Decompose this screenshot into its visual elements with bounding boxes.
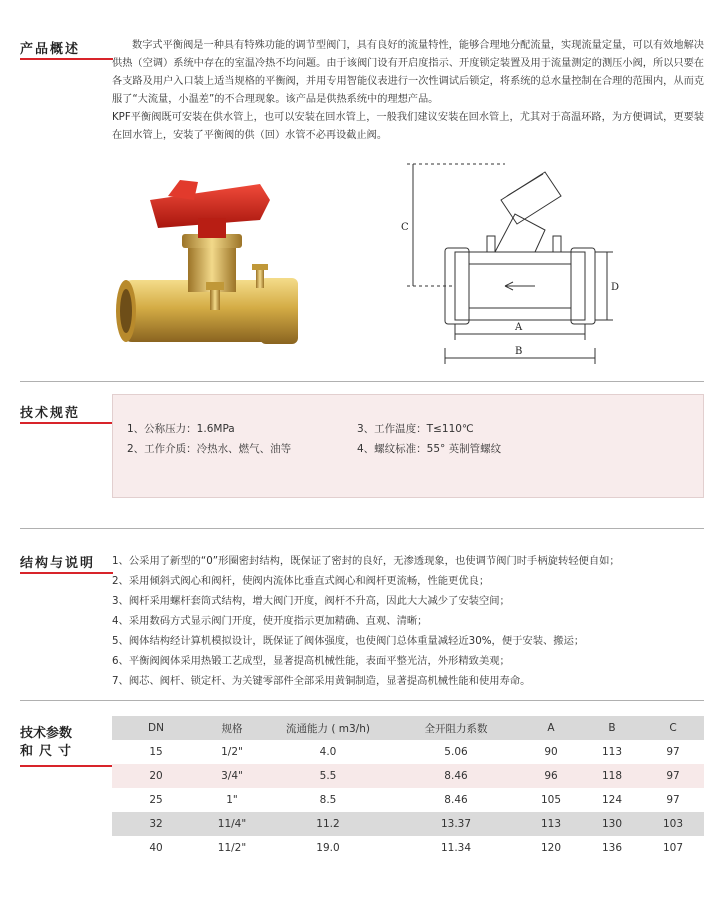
dimension-c-label: C	[401, 222, 409, 233]
cell-spec: 11/2"	[217, 842, 247, 854]
table-row	[112, 740, 704, 764]
header-flow: 流通能力 ( m3/h)	[264, 716, 392, 740]
cell-resistance: 13.37	[392, 812, 520, 836]
cell-b: 136	[601, 842, 623, 854]
cell-a: 120	[540, 842, 562, 854]
params-title-underline	[20, 765, 113, 767]
header-resistance: 全开阻力系数	[392, 716, 520, 740]
cell-dn: 40	[149, 842, 163, 854]
overview-title-underline	[20, 58, 113, 60]
cell-dn: 15	[149, 746, 163, 758]
params-title-line1: 技术参数	[20, 726, 73, 741]
header-a: A	[520, 716, 582, 740]
table-row	[112, 836, 704, 860]
cell-flow: 8.5	[319, 794, 337, 806]
params-title	[20, 725, 77, 761]
cell-b: 113	[601, 746, 623, 758]
cell-c: 97	[666, 794, 680, 806]
cell-b: 130	[582, 812, 642, 836]
structure-item: 4、采用数码方式显示阀门开度，使开度指示更加精确、直观、清晰；	[112, 615, 428, 627]
specs-box	[112, 394, 704, 498]
structure-item: 1、公采用了新型的“0”形圈密封结构，既保证了密封的良好，无渗透现象，也使调节阀门时手柄旋转轻便自如；	[112, 555, 620, 567]
divider	[20, 381, 704, 382]
cell-resistance: 8.46	[392, 764, 520, 788]
structure-item: 7、阀芯、阀杆、锁定杆、为关键零部件全部采用黄铜制造，显著提高机械性能和使用寿命。	[112, 675, 531, 687]
table-row	[112, 764, 704, 788]
overview-paragraph-1: 数字式平衡阀是一种具有特殊功能的调节型阀门，具有良好的流量特性，能够合理地分配流量，实现流量定量，可以有效地解决供热（空调）系统中存在的室温冷热不均问题。由于该阀门设有开启度指示、开度锁定装置及用于流量测定的测压小阀，所以只要在各支路及用户入口装上适当规格的平衡阀，并用专用智能仪表进行一次性调试后锁定，将系统的总水量控制在合理的范围内，从而克服了“大流量，小温差”的不合理现象。该产品是供热系统中的理想产品。	[112, 40, 704, 105]
cell-c: 97	[666, 746, 680, 758]
cell-b: 124	[601, 794, 623, 806]
cell-a: 113	[520, 812, 582, 836]
cell-spec: 11/4"	[200, 812, 264, 836]
table-header-row	[112, 716, 704, 740]
cell-c: 107	[662, 842, 684, 854]
cell-resistance: 5.06	[444, 746, 468, 758]
cell-c: 97	[642, 764, 704, 788]
cell-a: 96	[520, 764, 582, 788]
valve-photo	[110, 160, 310, 360]
cell-dn: 20	[112, 764, 200, 788]
params-title-line2: 和尺寸	[20, 744, 78, 759]
structure-title-underline	[20, 572, 113, 574]
header-dn: DN	[112, 716, 200, 740]
dimension-d-label: D	[611, 282, 620, 293]
cell-spec: 1"	[226, 794, 238, 806]
structure-title: 结构与说明	[20, 556, 96, 571]
structure-list	[112, 551, 712, 691]
cell-spec: 1/2"	[221, 746, 243, 758]
spec-temperature: 3、工作温度：T≤110℃	[357, 423, 474, 435]
cell-resistance: 11.34	[440, 842, 472, 854]
cell-dn: 25	[149, 794, 163, 806]
overview-text	[112, 37, 704, 145]
cell-flow: 4.0	[319, 746, 337, 758]
valve-dimension-drawing	[395, 152, 625, 380]
structure-item: 3、阀杆采用螺杆套筒式结构，增大阀门开度，阀杆不升高，因此大大减少了安装空间；	[112, 595, 510, 607]
dimension-a-label: A	[515, 322, 523, 333]
divider	[20, 528, 704, 529]
cell-resistance: 8.46	[444, 794, 468, 806]
cell-flow: 19.0	[316, 842, 340, 854]
divider	[20, 700, 704, 701]
spec-medium: 2、工作介质：冷热水、燃气、油等	[127, 443, 292, 455]
overview-paragraph-2: KPF平衡阀既可安装在供水管上，也可以安装在回水管上，一般我们建议安装在回水管上，尤其对于高温环路，为方便调试，更要装在回水管上，安装了平衡阀的供（回）水管不必再设截止阀。	[112, 112, 704, 141]
header-spec: 规格	[200, 716, 264, 740]
header-b: B	[582, 716, 642, 740]
cell-a: 90	[544, 746, 558, 758]
cell-flow: 11.2	[264, 812, 392, 836]
cell-spec: 3/4"	[200, 764, 264, 788]
dimension-b-label: B	[515, 346, 523, 357]
params-table	[112, 716, 704, 860]
spec-pressure: 1、公称压力：1.6MPa	[127, 423, 235, 435]
cell-dn: 32	[112, 812, 200, 836]
header-c: C	[642, 716, 704, 740]
specs-title-underline	[20, 422, 113, 424]
cell-c: 103	[642, 812, 704, 836]
overview-title: 产品概述	[20, 42, 81, 57]
cell-b: 118	[582, 764, 642, 788]
structure-item: 6、平衡阀阀体采用热锻工艺成型，显著提高机械性能，表面平整光洁，外形精致美观；	[112, 655, 510, 667]
cell-flow: 5.5	[264, 764, 392, 788]
cell-a: 105	[540, 794, 562, 806]
table-row	[112, 812, 704, 836]
structure-item: 5、阀体结构经计算机模拟设计，既保证了阀体强度，也使阀门总体重量减轻近30%，便于安装、搬运；	[112, 635, 585, 647]
spec-thread: 4、螺纹标准：55° 英制管螺纹	[357, 443, 502, 455]
specs-title: 技术规范	[20, 406, 81, 421]
table-row	[112, 788, 704, 812]
structure-item: 2、采用倾斜式阀心和阀杆，使阀内流体比垂直式阀心和阀杆更流畅，性能更优良；	[112, 575, 490, 587]
